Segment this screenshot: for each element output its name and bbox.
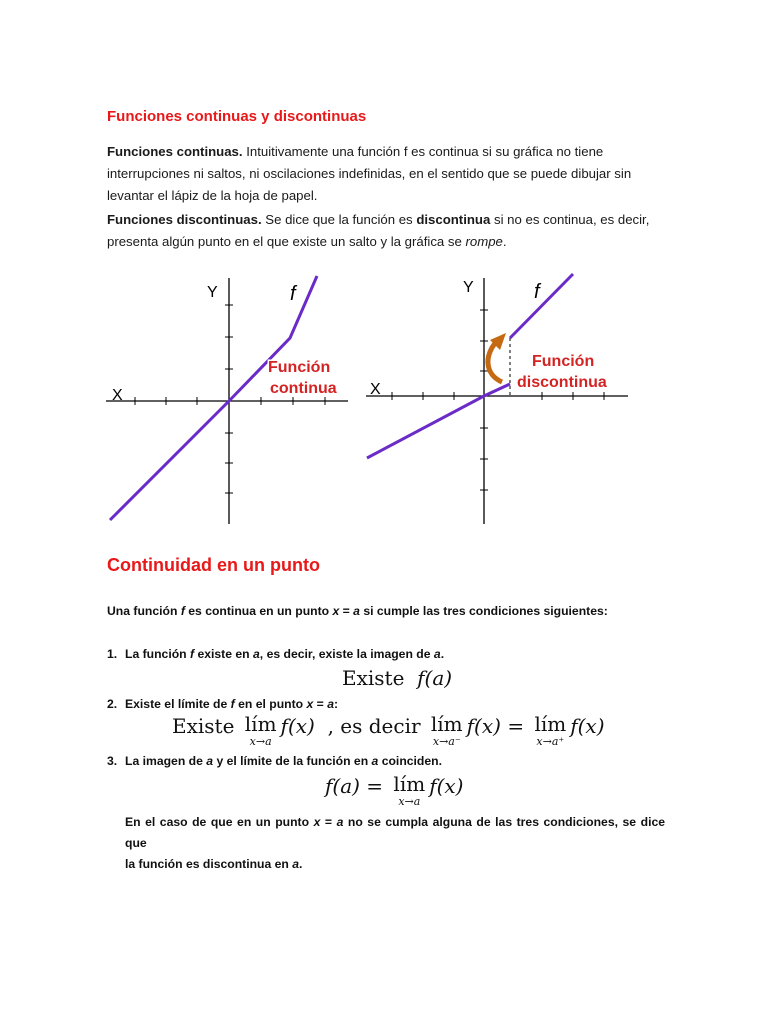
p1-line2: interrupciones ni saltos, ni oscilaciones indefinidas, en el sentido que se puede dibujar sin xyxy=(107,166,632,181)
intro-line: Una función f es continua en un punto x = a si cumple las tres condiciones siguientes: xyxy=(107,604,608,618)
p2-line2c: . xyxy=(502,234,507,249)
paragraph-discontinuous xyxy=(107,209,667,253)
condition-3: 3. La imagen de a y el límite de la función en a coinciden. xyxy=(107,754,442,768)
p2-rompe: rompe xyxy=(465,234,503,249)
f-label: f xyxy=(534,281,540,303)
function-curve xyxy=(110,276,317,520)
p2-line1a: Se dice que la función es xyxy=(261,212,417,227)
p1-line1: Intuitivamente una función f es continua si su gráfica no tiene xyxy=(242,144,604,159)
function-right-branch xyxy=(510,274,573,338)
caption-line1: Función xyxy=(268,359,331,376)
caption-line2: continua xyxy=(270,380,337,397)
function-left-branch xyxy=(367,384,510,458)
p2-line2a: presenta algún punto en el que existe un salto y la gráfica se xyxy=(107,234,466,249)
formula-exists: Existe f(a) xyxy=(342,666,453,690)
closing-paragraph: En el caso de que en un punto x = a no se cumpla alguna de las tres condiciones, se dice que la función es discontinua en a. xyxy=(125,815,666,871)
condition-1: 1. La función f existe en a, es decir, existe la imagen de a. xyxy=(107,647,445,661)
y-label: Y xyxy=(207,284,218,301)
p2-discontinua: discontinua xyxy=(416,212,491,227)
formula-limit-exists: Existe lím x→a f(x) , es decir lím x→a⁻ f(x) = lím x→a⁺ f(x) xyxy=(172,712,605,748)
term-continuous: Funciones continuas. xyxy=(107,144,243,159)
f-label: f xyxy=(290,283,296,305)
graph-continuous xyxy=(100,270,355,530)
p2-line1c: si no es continua, es decir, xyxy=(490,212,650,227)
caption-line2: discontinua xyxy=(517,374,607,391)
condition-2: 2. Existe el límite de f en el punto x = a: xyxy=(107,697,339,711)
term-discontinuous: Funciones discontinuas. xyxy=(107,212,262,227)
p1-line3: levantar el lápiz de la hoja de papel. xyxy=(107,188,318,203)
y-label: Y xyxy=(463,279,474,296)
caption-line1: Función xyxy=(532,353,595,370)
page-title: Funciones continuas y discontinuas xyxy=(107,108,367,125)
paragraph-continuous xyxy=(107,141,667,207)
x-label: X xyxy=(370,381,381,398)
graph-discontinuous xyxy=(360,270,640,530)
section-title-continuity: Continuidad en un punto xyxy=(107,555,320,575)
x-label: X xyxy=(112,387,123,404)
formula-equality: f(a) = lím x→a f(x) xyxy=(325,772,464,808)
